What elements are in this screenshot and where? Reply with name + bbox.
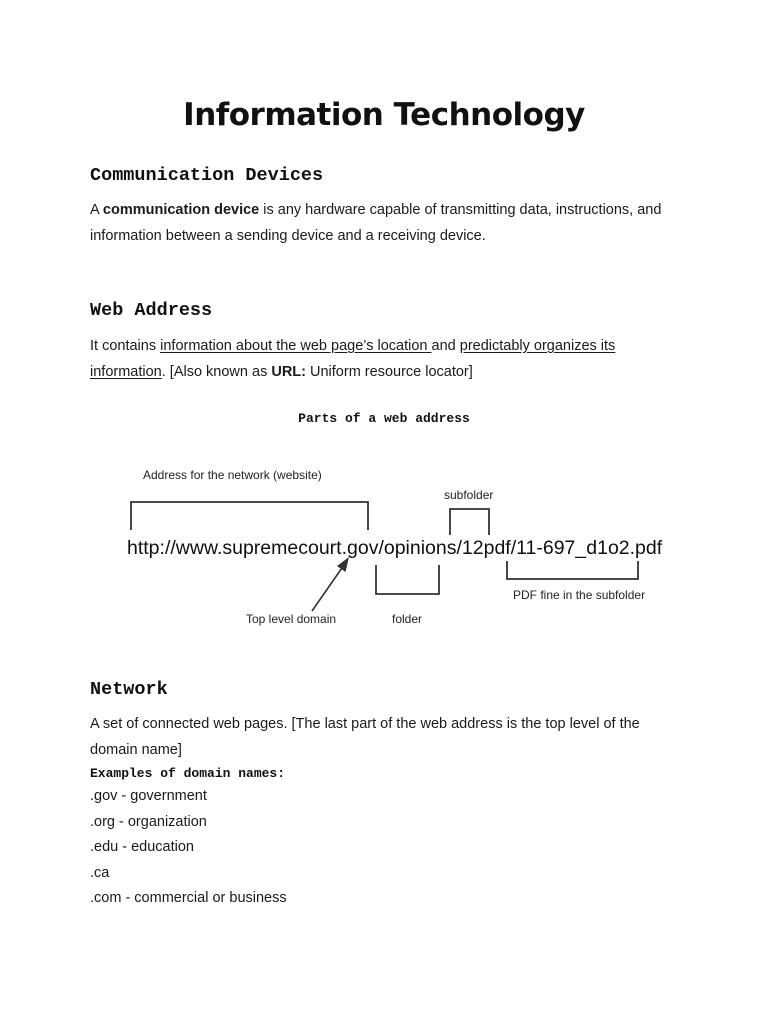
domain-example: .gov - government bbox=[90, 788, 207, 804]
tld-label: Top level domain bbox=[246, 612, 337, 626]
pdf-bracket bbox=[507, 561, 638, 579]
communication-device-term: communication device bbox=[102, 202, 260, 218]
url-term: URL: bbox=[271, 363, 306, 380]
diagram-title: Parts of a web address bbox=[298, 411, 470, 426]
tld-arrowhead bbox=[337, 557, 349, 572]
communication-devices-heading: Communication Devices bbox=[90, 165, 324, 186]
paragraph-text: It contains bbox=[90, 338, 161, 354]
paragraph-text: Uniform resource locator] bbox=[305, 363, 473, 380]
folder-label: folder bbox=[392, 612, 423, 626]
paragraph-text: is any hardware capable of transmitting data, instructions, and information between a sending device and a receiving device. bbox=[90, 202, 662, 244]
organizes-information-link[interactable]: predictably organizes its information bbox=[90, 338, 616, 380]
web-address-paragraph bbox=[90, 334, 650, 385]
network-heading: Network bbox=[90, 679, 168, 700]
examples-heading: Examples of domain names: bbox=[90, 766, 286, 781]
page-title: Information Technology bbox=[183, 97, 585, 133]
web-address-diagram bbox=[0, 455, 768, 635]
paragraph-text: and bbox=[431, 338, 460, 354]
paragraph-text: . [Also known as bbox=[161, 363, 272, 380]
web-page-location-link[interactable]: information about the web page’s location bbox=[160, 338, 432, 354]
domain-example: .com - commercial or business bbox=[90, 890, 287, 906]
domain-example: .org - organization bbox=[90, 814, 207, 830]
paragraph-text: A bbox=[90, 202, 103, 218]
folder-bracket bbox=[376, 565, 439, 594]
domain-example: .edu - education bbox=[90, 839, 194, 855]
tld-arrow bbox=[312, 565, 344, 611]
domain-example: .ca bbox=[90, 865, 110, 881]
web-address-heading: Web Address bbox=[90, 300, 213, 321]
network-label: Address for the network (website) bbox=[143, 468, 322, 482]
subfolder-bracket bbox=[450, 509, 489, 535]
pdf-label: PDF fine in the subfolder bbox=[513, 588, 646, 602]
communication-device-paragraph bbox=[90, 198, 690, 249]
network-paragraph: A set of connected web pages. [The last part of the web address is the top level of the domain name] bbox=[90, 716, 640, 758]
network-bracket bbox=[131, 502, 368, 530]
subfolder-label: subfolder bbox=[444, 488, 494, 502]
example-url: http://www.supremecourt.gov/opinions/12pdf/11-697_d1o2.pdf bbox=[127, 537, 663, 559]
